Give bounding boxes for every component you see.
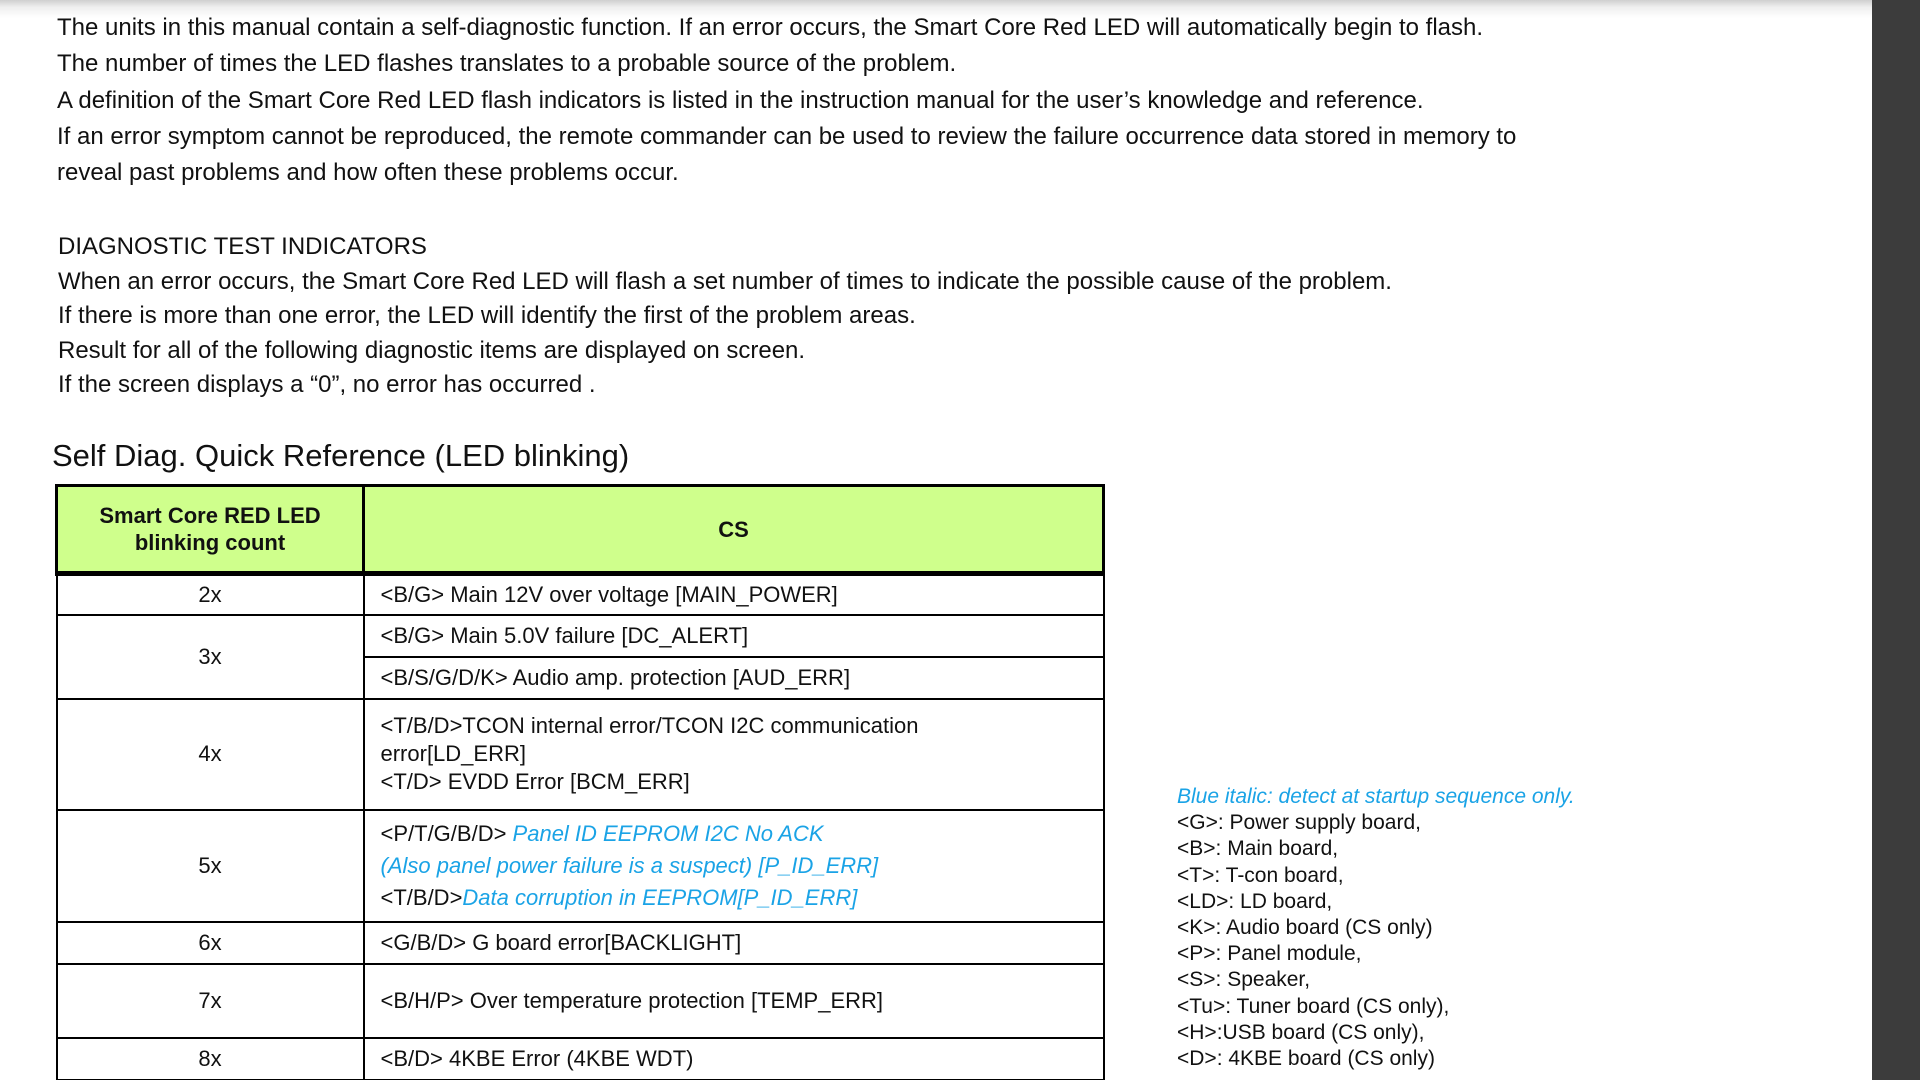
blink-count-cell: 7x xyxy=(57,964,364,1038)
description-line: <T/D> EVDD Error [BCM_ERR] xyxy=(380,769,690,794)
description-line: <T/B/D>TCON internal error/TCON I2C communication xyxy=(380,713,919,738)
blink-count-cell: 5x xyxy=(57,810,364,922)
legend-item: <K>: Audio board (CS only) xyxy=(1177,916,1433,940)
description-cell xyxy=(364,699,1104,810)
legend-item: <LD>: LD board, xyxy=(1177,889,1333,913)
intro-paragraph xyxy=(57,10,1657,191)
intro-line: The units in this manual contain a self-diagnostic function. If an error occurs, the Smart Core Red LED will automatically begin to flash. xyxy=(57,14,1484,41)
diagnostic-line: If there is more than one error, the LED will identify the first of the problem areas. xyxy=(58,302,916,330)
board-legend xyxy=(1177,784,1575,1072)
legend-item: <Tu>: Tuner board (CS only), xyxy=(1177,994,1450,1018)
table-row xyxy=(57,810,1104,922)
description-line: error[LD_ERR] xyxy=(380,741,526,766)
intro-line: The number of times the LED flashes translates to a probable source of the problem. xyxy=(57,50,957,78)
header-cs: CS xyxy=(364,486,1104,574)
description-cell: <B/G> Main 12V over voltage [MAIN_POWER] xyxy=(364,574,1104,615)
table-row xyxy=(57,699,1104,810)
table-row xyxy=(57,922,1104,964)
self-diag-table xyxy=(55,484,1105,1080)
diagnostic-line: If the screen displays a “0”, no error has occurred . xyxy=(58,371,596,399)
startup-only-text: (Also panel power failure is a suspect) [P_ID_ERR] xyxy=(380,852,879,878)
section-title: Self Diag. Quick Reference (LED blinking) xyxy=(52,438,630,473)
table-row xyxy=(57,574,1104,615)
blink-count-cell: 8x xyxy=(57,1038,364,1080)
header-blink-count: Smart Core RED LED blinking count xyxy=(57,486,364,574)
blink-count-cell: 4x xyxy=(57,699,364,810)
legend-item: <T>: T-con board, xyxy=(1177,863,1344,887)
diagnostic-section xyxy=(58,230,1658,403)
legend-item: <P>: Panel module, xyxy=(1177,942,1362,966)
blink-count-cell: 6x xyxy=(57,922,364,964)
description-cell: <B/S/G/D/K> Audio amp. protection [AUD_ERR] xyxy=(364,657,1104,699)
diagnostic-line: When an error occurs, the Smart Core Red LED will flash a set number of times to indicate the possible cause of the problem. xyxy=(58,267,1392,295)
startup-only-text: Panel ID EEPROM I2C No ACK xyxy=(512,820,824,846)
description-prefix: <P/T/G/B/D> xyxy=(380,820,513,846)
blink-count-cell: 2x xyxy=(57,574,364,615)
legend-item: <G>: Power supply board, xyxy=(1177,811,1421,835)
vertical-scrollbar[interactable] xyxy=(1872,0,1920,1080)
legend-note: Blue italic: detect at startup sequence only. xyxy=(1177,785,1575,808)
description-prefix: <T/B/D> xyxy=(380,884,463,910)
intro-line: reveal past problems and how often these problems occur. xyxy=(57,159,679,187)
legend-item: <D>: 4KBE board (CS only) xyxy=(1177,1047,1435,1071)
diagnostic-heading: DIAGNOSTIC TEST INDICATORS xyxy=(58,233,427,260)
intro-line: A definition of the Smart Core Red LED flash indicators is listed in the instruction manual for the user’s knowledge and reference. xyxy=(57,86,1424,114)
description-cell: <B/H/P> Over temperature protection [TEMP_ERR] xyxy=(364,964,1104,1038)
description-cell xyxy=(364,810,1104,922)
table-row xyxy=(57,1038,1104,1080)
table-row xyxy=(57,964,1104,1038)
description-cell: <G/B/D> G board error[BACKLIGHT] xyxy=(364,922,1104,964)
description-cell: <B/D> 4KBE Error (4KBE WDT) xyxy=(364,1038,1104,1080)
startup-only-text: Data corruption in EEPROM[P_ID_ERR] xyxy=(462,884,858,910)
legend-item: <B>: Main board, xyxy=(1177,837,1339,861)
blink-count-cell: 3x xyxy=(57,615,364,699)
diagnostic-line: Result for all of the following diagnostic items are displayed on screen. xyxy=(58,336,806,364)
table-row xyxy=(57,615,1104,657)
description-cell: <B/G> Main 5.0V failure [DC_ALERT] xyxy=(364,615,1104,657)
legend-item: <H>:USB board (CS only), xyxy=(1177,1020,1425,1044)
intro-line: If an error symptom cannot be reproduced, the remote commander can be used to review the failure occurrence data stored in memory to xyxy=(57,122,1517,150)
legend-item: <S>: Speaker, xyxy=(1177,968,1311,992)
table-header-row xyxy=(57,486,1104,574)
